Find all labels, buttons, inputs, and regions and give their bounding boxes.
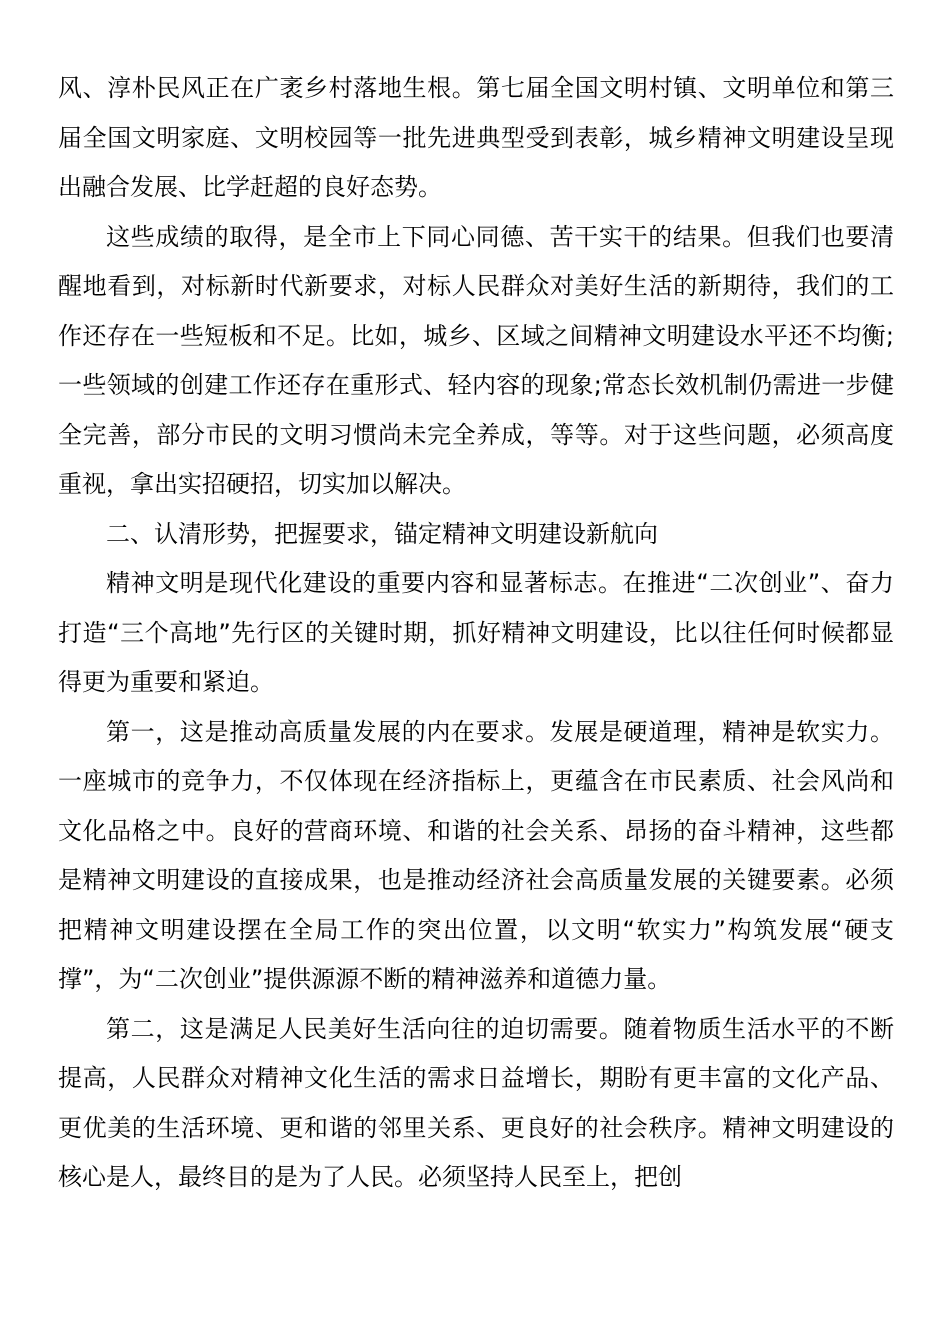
document-page: [58, 64, 894, 1203]
paragraph-achievements-and-shortcomings: 这些成绩的取得，是全市上下同心同德、苦干实干的结果。但我们也要清醒地看到，对标新时代新要求，对标人民群众对美好生活的新期待，我们的工作还存在一些短板和不足。比如，城乡、区域之间精神文明建设水平还不均衡;一些领域的创建工作还存在重形式、轻内容的现象;常态长效机制仍需进一步健全完善，部分市民的文明习惯尚未完全养成，等等。对于这些问题，必须高度重视，拿出实招硬招，切实加以解决。: [58, 222, 894, 498]
paragraph-continued: 风、淳朴民风正在广袤乡村落地生根。第七届全国文明村镇、文明单位和第三届全国文明家庭、文明校园等一批先进典型受到表彰，城乡精神文明建设呈现出融合发展、比学赶超的良好态势。: [58, 74, 894, 201]
paragraph-point-two: 第二，这是满足人民美好生活向往的迫切需要。随着物质生活水平的不断提高，人民群众对精神文化生活的需求日益增长，期盼有更丰富的文化产品、更优美的生活环境、更和谐的邻里关系、更良好的社会秩序。精神文明建设的核心是人，最终目的是为了人民。必须坚持人民至上，把创: [58, 1014, 894, 1191]
paragraph-intro: 精神文明是现代化建设的重要内容和显著标志。在推进“二次创业”、奋力打造“三个高地”先行区的关键时期，抓好精神文明建设，比以往任何时候都显得更为重要和紧迫。: [58, 569, 894, 696]
section-heading: 二、认清形势，把握要求，锚定精神文明建设新航向: [106, 519, 658, 548]
paragraph-point-one: 第一，这是推动高质量发展的内在要求。发展是硬道理，精神是软实力。一座城市的竞争力，不仅体现在经济指标上，更蕴含在市民素质、社会风尚和文化品格之中。良好的营商环境、和谐的社会关系、昂扬的奋斗精神，这些都是精神文明建设的直接成果，也是推动经济社会高质量发展的关键要素。必须把精神文明建设摆在全局工作的突出位置，以文明“软实力”构筑发展“硬支撑”，为“二次创业”提供源源不断的精神滋养和道德力量。: [58, 717, 894, 993]
